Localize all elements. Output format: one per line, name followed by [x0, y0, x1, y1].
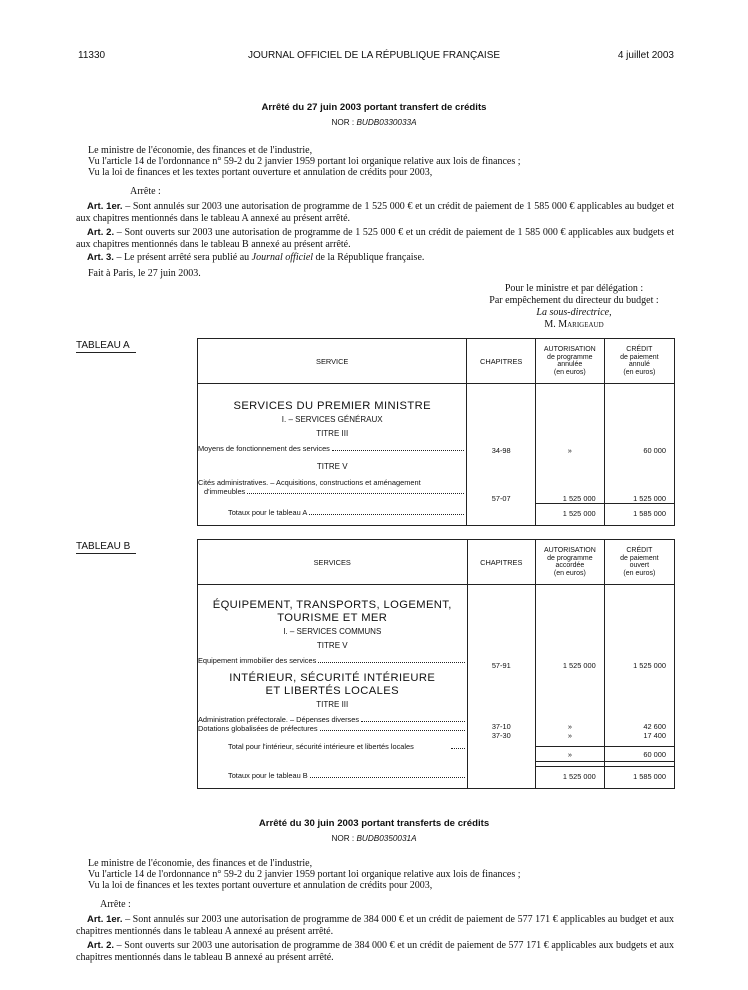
journal-title: JOURNAL OFFICIEL DE LA RÉPUBLIQUE FRANÇAISE	[247, 50, 501, 61]
table-b-header-service: SERVICES	[198, 540, 468, 585]
table-b-total-ap: 1 525 000	[536, 767, 605, 789]
table-b-header-ap: AUTORISATION de programme accordée (en euros)	[536, 540, 605, 585]
table-b-subtotal-label: Total pour l'intérieur, sécurité intérieure et libertés locales	[198, 742, 467, 751]
decree1-arrete: Arrête :	[130, 186, 161, 197]
table-row: Dotations globalisées de préfectures	[198, 724, 467, 733]
table-a-body-service	[198, 384, 467, 504]
decree2-arrete: Arrête :	[100, 899, 131, 910]
table-b-section-2: INTÉRIEUR, SÉCURITÉ INTÉRIEURE ET LIBERTÉS LOCALES	[229, 672, 436, 697]
decree2-art2: Art. 2. – Sont ouverts sur 2003 une autorisation de programme de 384 000 € et un crédit de paiement de 577 171 € applicables aux budgets et aux chapitres mentionnés dans le tableau B annexé au présent arrêté.	[76, 940, 674, 963]
table-a-titre-v: TITRE V	[316, 462, 348, 471]
decree1-intro-3: Vu la loi de finances et les textes portant ouverture et annulation de crédits pour 2003,	[88, 167, 433, 178]
table-b-body-service	[198, 585, 468, 767]
table-a-body-cp: 60 000 1 525 000	[604, 384, 674, 504]
decree1-intro-2: Vu l'article 14 de l'ordonnance n° 59-2 du 2 janvier 1959 portant loi organique relative aux lois de finances ;	[88, 156, 521, 167]
decree1-intro-1: Le ministre de l'économie, des finances et de l'industrie,	[88, 145, 313, 156]
decree1-nor: NOR : BUDB0330033A	[331, 118, 417, 127]
table-row: Cités administratives. – Acquisitions, constructions et aménagement d'immeubles	[198, 478, 466, 496]
table-a-subsection: I. – SERVICES GÉNÉRAUX	[281, 415, 383, 424]
issue-date: 4 juillet 2003	[617, 50, 674, 61]
table-b-subsection-1: I. – SERVICES COMMUNS	[283, 627, 382, 636]
signature-name: M. Marigeaud	[544, 319, 604, 330]
decree2-intro-3: Vu la loi de finances et les textes portant ouverture et annulation de crédits pour 2003,	[88, 880, 433, 891]
table-row: Equipement immobilier des services	[198, 656, 467, 665]
table-b-header-chapitres: CHAPITRES	[467, 540, 536, 585]
decree2-nor: NOR : BUDB0350031A	[331, 834, 417, 843]
table-b	[197, 539, 675, 789]
table-b-body-ap: 1 525 000 » » »	[536, 585, 605, 767]
decree1-title: Arrêté du 27 juin 2003 portant transfert de crédits	[261, 102, 487, 113]
decree1-art3: Art. 3. – Le présent arrêté sera publié au Journal officiel de la République française.	[87, 252, 425, 263]
table-a-body-chap: 34-98 57-07	[467, 384, 536, 504]
table-b-header-cp: CRÉDIT de paiement ouvert (en euros)	[604, 540, 674, 585]
table-b-section-1: ÉQUIPEMENT, TRANSPORTS, LOGEMENT, TOURISME ET MER	[212, 599, 452, 624]
table-a-header-service: SERVICE	[198, 339, 467, 384]
decree2-title: Arrêté du 30 juin 2003 portant transferts de crédits	[258, 818, 490, 829]
table-a-total-ap: 1 525 000	[535, 504, 604, 526]
table-a-total-label: Totaux pour le tableau A	[198, 504, 467, 526]
decree1-art1: Art. 1er. – Sont annulés sur 2003 une autorisation de programme de 1 525 000 € et un crédit de paiement de 1 585 000 € applicables au budget et aux chapitres mentionnés dans le tableau A annexé au présent arrêté.	[76, 201, 674, 224]
signature-line-3: La sous-directrice,	[536, 307, 612, 318]
signature-line-2: Par empêchement du directeur du budget :	[489, 295, 659, 306]
table-row: Administration préfectorale. – Dépenses diverses	[198, 715, 467, 724]
table-b-titre-v: TITRE V	[316, 641, 348, 650]
signature-line-1: Pour le ministre et par délégation :	[504, 283, 644, 294]
table-a-header-ap: AUTORISATION de programme annulée (en euros)	[535, 339, 604, 384]
decree2-intro-1: Le ministre de l'économie, des finances et de l'industrie,	[88, 858, 313, 869]
table-a-total-cp: 1 585 000	[604, 504, 674, 526]
table-a-header-cp: CRÉDIT de paiement annulé (en euros)	[604, 339, 674, 384]
decree2-art1: Art. 1er. – Sont annulés sur 2003 une autorisation de programme de 384 000 € et un crédit de paiement de 577 171 € applicables au budget et aux chapitres mentionnés dans le tableau A annexé au présent arrêté.	[76, 914, 674, 937]
decree2-intro-2: Vu l'article 14 de l'ordonnance n° 59-2 du 2 janvier 1959 portant loi organique relative aux lois de finances ;	[88, 869, 521, 880]
table-a-body-ap: » 1 525 000	[535, 384, 604, 504]
table-a-header-chapitres: CHAPITRES	[467, 339, 536, 384]
table-a-titre-iii: TITRE III	[316, 429, 349, 438]
table-b-total-label: Totaux pour le tableau B	[198, 767, 468, 789]
table-row: Moyens de fonctionnement des services	[198, 444, 466, 453]
table-a-section: SERVICES DU PREMIER MINISTRE	[233, 400, 431, 412]
table-b-subtotal-ap: »	[567, 750, 572, 759]
decree1-fait: Fait à Paris, le 27 juin 2003.	[88, 268, 201, 279]
page-number: 11330	[78, 50, 106, 61]
table-b-label: TABLEAU B	[76, 541, 136, 554]
table-a-label: TABLEAU A	[76, 340, 136, 353]
decree1-art2: Art. 2. – Sont ouverts sur 2003 une autorisation de programme de 1 525 000 € et un crédit de paiement de 1 585 000 € applicables aux budgets et aux chapitres mentionnés dans le tableau B annexé au présent arrêté.	[76, 227, 674, 250]
table-b-body-cp: 1 525 000 42 600 17 400 60 000	[604, 585, 674, 767]
table-a	[197, 338, 675, 526]
table-b-total-cp: 1 585 000	[604, 767, 674, 789]
table-b-subtotal-cp: 60 000	[643, 750, 666, 759]
table-b-body-chap: 57-91 37-10 37-30	[467, 585, 536, 767]
signature-block	[470, 283, 678, 331]
table-b-titre-iii: TITRE III	[316, 700, 349, 709]
